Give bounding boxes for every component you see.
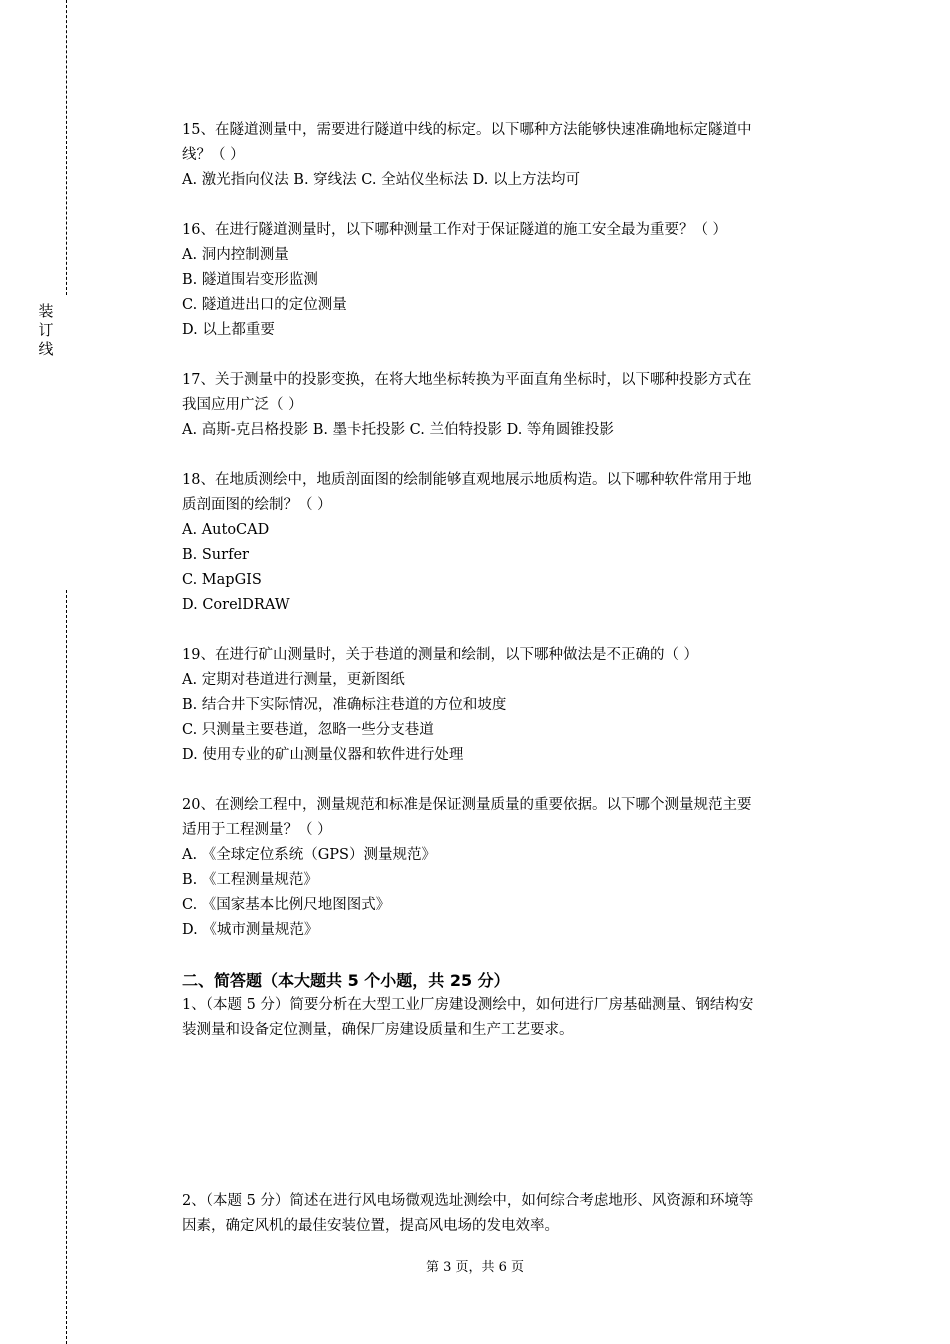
question-line: A. 《全球定位系统（GPS）测量规范》: [182, 847, 436, 863]
question-stem: 18、在地质测绘中，地质剖面图的绘制能够直观地展示地质构造。以下哪种软件常用于地: [182, 472, 752, 488]
question-stem: 17、关于测量中的投影变换，在将大地坐标转换为平面直角坐标时，以下哪种投影方式在: [182, 372, 752, 388]
question-line: A. 激光指向仪法 B. 穿线法 C. 全站仪坐标法 D. 以上方法均可: [182, 172, 581, 188]
question-line: D. 《城市测量规范》: [182, 922, 319, 938]
question-line: C. 只测量主要巷道，忽略一些分支巷道: [182, 722, 434, 738]
question-stem: 15、在隧道测量中，需要进行隧道中线的标定。以下哪种方法能够快速准确地标定隧道中: [182, 122, 752, 138]
question-stem: 19、在进行矿山测量时，关于巷道的测量和绘制，以下哪种做法是不正确的（ ）: [182, 647, 699, 663]
binding-line-bottom: [66, 590, 67, 1344]
question-line: D. 使用专业的矿山测量仪器和软件进行处理: [182, 747, 464, 763]
question-line: A. 定期对巷道进行测量，更新图纸: [182, 672, 405, 688]
question-item: [182, 118, 842, 193]
question-line: 质剖面图的绘制？（ ）: [182, 497, 332, 513]
question-item: [182, 468, 842, 618]
question-item: [182, 643, 842, 768]
question-line: 装测量和设备定位测量，确保厂房建设质量和生产工艺要求。: [182, 1022, 574, 1038]
question-line: B. Surfer: [182, 547, 249, 563]
question-line: A. AutoCAD: [182, 522, 270, 538]
question-stem: 2、（本题 5 分）简述在进行风电场微观选址测绘中，如何综合考虑地形、风资源和环境等: [182, 1193, 754, 1209]
question-stem: 16、在进行隧道测量时，以下哪种测量工作对于保证隧道的施工安全最为重要？（ ）: [182, 222, 728, 238]
short-answer-item: [182, 993, 842, 1043]
question-line: C. 隧道进出口的定位测量: [182, 297, 347, 313]
short-answer-item: [182, 1189, 842, 1239]
question-line: 线？（ ）: [182, 147, 245, 163]
question-item: [182, 368, 842, 443]
question-item: [182, 793, 842, 943]
question-line: C. MapGIS: [182, 572, 262, 588]
page-footer: 第 3 页，共 6 页: [425, 1260, 525, 1275]
answer-space[interactable]: [182, 1043, 842, 1189]
choice-questions: [182, 118, 842, 943]
question-line: B. 《工程测量规范》: [182, 872, 318, 888]
question-line: B. 隧道围岩变形监测: [182, 272, 318, 288]
question-line: C. 《国家基本比例尺地图图式》: [182, 897, 391, 913]
question-line: 因素，确定风机的最佳安装位置，提高风电场的发电效率。: [182, 1218, 559, 1234]
section-title: 二、简答题（本大题共 5 个小题，共 25 分）: [182, 971, 510, 990]
question-line: 我国应用广泛（ ）: [182, 397, 303, 413]
question-line: A. 高斯-克吕格投影 B. 墨卡托投影 C. 兰伯特投影 D. 等角圆锥投影: [182, 422, 614, 438]
question-item: [182, 218, 842, 343]
binding-line-top: [66, 0, 67, 295]
question-line: 适用于工程测量？（ ）: [182, 822, 332, 838]
exam-content: [182, 118, 842, 1239]
binding-label: 装订线: [38, 302, 54, 358]
question-line: D. 以上都重要: [182, 322, 275, 338]
short-answer-questions: [182, 993, 842, 1239]
question-line: D. CorelDRAW: [182, 597, 290, 613]
question-stem: 1、（本题 5 分）简要分析在大型工业厂房建设测绘中，如何进行厂房基础测量、钢结构安: [182, 997, 754, 1013]
question-line: A. 洞内控制测量: [182, 247, 289, 263]
question-line: B. 结合井下实际情况，准确标注巷道的方位和坡度: [182, 697, 507, 713]
question-stem: 20、在测绘工程中，测量规范和标准是保证测量质量的重要依据。以下哪个测量规范主要: [182, 797, 752, 813]
